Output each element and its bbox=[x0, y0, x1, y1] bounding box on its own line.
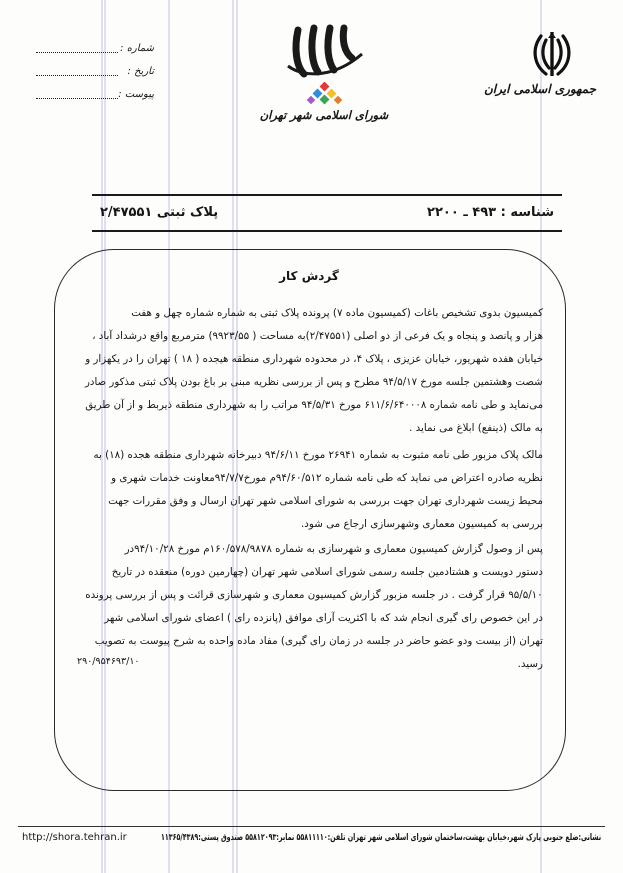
body-line: محیط زیست شهرداری تهران جهت بررسی به شورای اسلامی شهر تهران ارسال و وفق مقررات جهت bbox=[108, 495, 543, 507]
document-identifier: شناسه : ۴۹۳ ـ ۲۲۰۰ bbox=[427, 205, 554, 220]
body-line: ۹۵/۵/۱۰ قرار گرفت . در جلسه مزبور گزارش کمیسیون معماری و شهرسازی قرائت و پس از بررسی پرونده bbox=[85, 589, 543, 601]
identifier-bar bbox=[92, 194, 562, 232]
panel-title: گردش کار bbox=[279, 269, 339, 283]
body-line: نظریه صادره اعتراض می نماید که طی نامه شماره ۹۴/۶۰/۵۱۲م مورخ۹۴/۷/۷معاونت خدمات شهری و bbox=[111, 472, 543, 484]
number-field-line bbox=[36, 52, 118, 53]
footer-website-link[interactable]: http://shora.tehran.ir bbox=[22, 832, 127, 843]
date-label: تاریخ : bbox=[127, 66, 154, 77]
footer-divider bbox=[18, 826, 605, 827]
government-name: جمهوری اسلامی ایران bbox=[483, 82, 597, 96]
council-name: شورای اسلامی شهر تهران bbox=[259, 108, 389, 122]
body-line: کمیسیون بدوی تشخیص باغات (کمیسیون ماده ۷) پرونده پلاک ثبتی به شماره شماره چهل و هفت bbox=[131, 307, 543, 319]
registration-plate: پلاک ثبتی ۲/۴۷۵۵۱ bbox=[100, 205, 219, 220]
reference-number: ۲۹۰/۹۵۴۶۹۳/۱۰ bbox=[77, 656, 140, 667]
body-line: پس از وصول گزارش کمیسیون معماری و شهرسازی به شماره ۱۶۰/۵۷۸/۹۸۷۸م مورخ ۹۴/۱۰/۲۸در bbox=[124, 543, 543, 555]
body-line: مالک پلاک مزبور طی نامه مثبوت به شماره ۲۶۹۴۱ مورخ ۹۴/۶/۱۱ دبیرخانه شهرداری منطقه هجده (۱۸) به bbox=[93, 449, 543, 461]
council-logo-squares bbox=[306, 82, 344, 108]
body-line: بررسی به کمیسیون معماری وشهرسازی ارجاع می شود. bbox=[301, 518, 543, 530]
date-field-line bbox=[36, 75, 118, 76]
body-line: به مالک (ذینفع) ابلاغ می نماید . bbox=[409, 422, 543, 434]
footer-address: نشانی:ضلع جنوبی پارک شهر،خیابان بهشت،ساختمان شورای اسلامی شهر تهران تلفن:۵۵۸۱۱۱۱۰ نمابر:۵۵۸۱۲۰۹۳ صندوق پستی:۱۱۳۶۵/۴۳۸۹ bbox=[160, 832, 601, 843]
body-line: دستور دویست و هشتادمین جلسه رسمی شورای اسلامی شهر تهران (چهارمین دوره) منعقده در تاریخ bbox=[111, 566, 543, 578]
number-field bbox=[36, 43, 154, 57]
body-line: در این خصوص رای گیری انجام شد که با اکثریت آرای موافق (پانزده رای ) اعضای شورای اسلامی شهر bbox=[104, 612, 543, 624]
attachment-field bbox=[36, 89, 154, 103]
body-line: رسید. bbox=[517, 658, 543, 670]
body-line: می‌نماید و طی نامه شماره ۶۱۱/۶/۶۴۰۰۰۸ مورخ ۹۴/۵/۳۱ مراتب را به شهرداری منطقه ذیربط و از آن طریق bbox=[85, 399, 543, 411]
council-logo bbox=[282, 18, 368, 88]
date-field bbox=[36, 66, 154, 80]
iran-emblem bbox=[528, 30, 576, 80]
body-line: تهران (از بیست ودو عضو حاضر در جلسه در زمان رای گیری) مفاد ماده واحده به شرح پیوست به تصویب bbox=[94, 635, 543, 647]
attachment-label: پیوست : bbox=[118, 89, 154, 100]
body-line: شصت وهشتمین جلسه مورخ ۹۴/۵/۱۷ مطرح و پس از بررسی نظریه مبنی بر باغ بودن پلاک ثبتی مذکور صادر bbox=[85, 376, 543, 388]
attachment-field-line bbox=[36, 98, 118, 99]
number-label: شماره : bbox=[120, 43, 154, 54]
body-line: هزار و پانصد و پنجاه و یک فرعی از دو اصلی (۲/۴۷۵۵۱)به مساحت ( ۹۹۲۳/۵۵) مترمربع واقع درشداد آباد ، bbox=[92, 330, 543, 342]
body-line: خیابان هفده شهریور، خیابان عزیزی ، پلاک ۴، در محدوده شهرداری منطقه هیجده ( ۱۸ ) تهران را در یکهزار و bbox=[85, 353, 543, 365]
